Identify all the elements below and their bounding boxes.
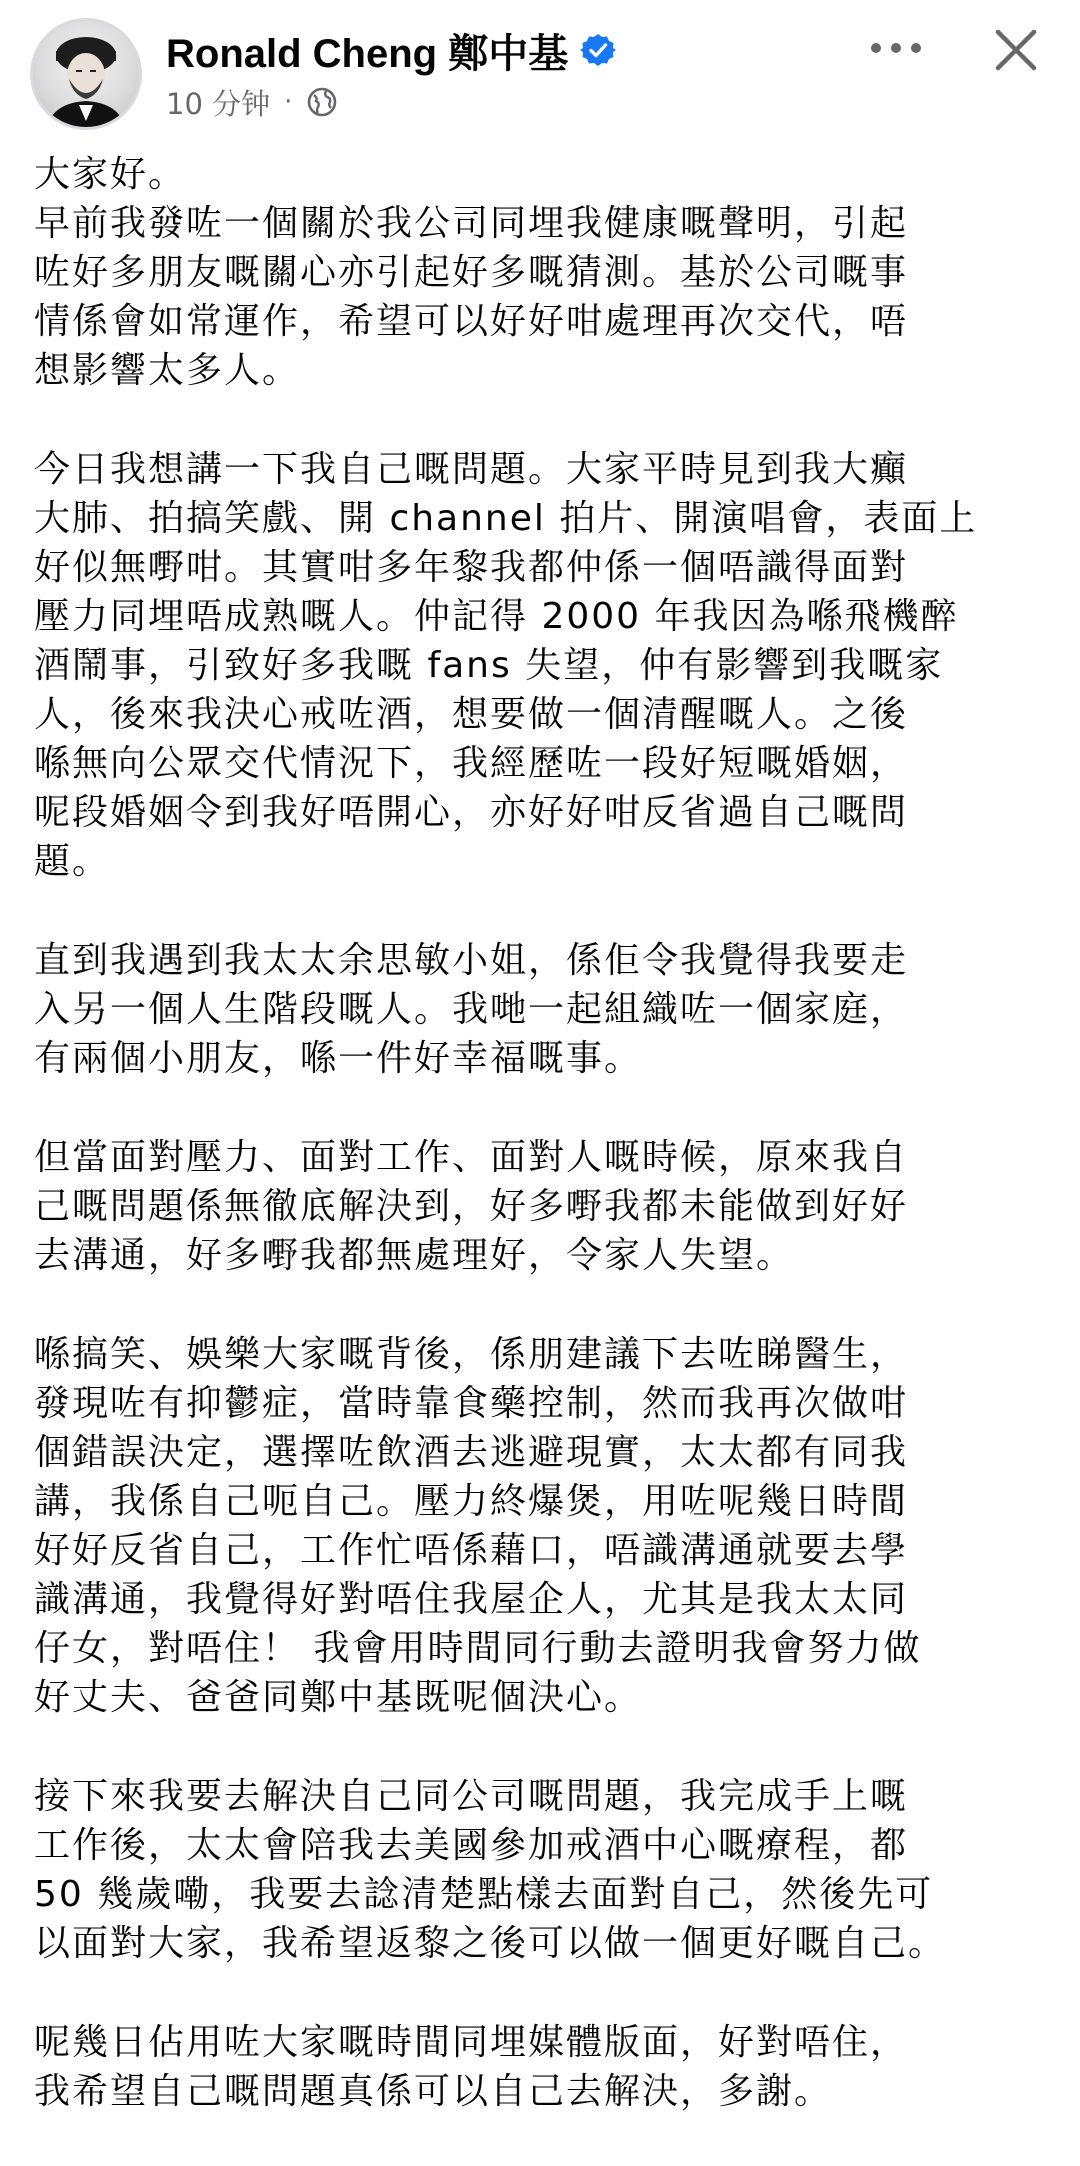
post-paragraph <box>34 2018 1054 2116</box>
text-line: 大家好。 <box>34 154 187 195</box>
author-name[interactable]: Ronald Cheng 鄭中基 <box>166 31 569 76</box>
text-line: 人，後來我決心戒咗酒，想要做一個清醒嘅人。之後 <box>34 694 909 735</box>
post-paragraph <box>34 445 1054 886</box>
text-line: 咗好多朋友嘅關心亦引起好多嘅猜測。基於公司嘅事 <box>34 252 909 293</box>
text-line: 好似無嘢咁。其實咁多年黎我都仲係一個唔識得面對 <box>34 547 909 588</box>
post-meta <box>166 80 338 124</box>
text-line: 早前我發咗一個關於我公司同埋我健康嘅聲明，引起 <box>34 203 909 244</box>
text-line: 發現咗有抑鬱症，當時靠食藥控制，然而我再次做咁 <box>34 1383 909 1424</box>
text-line: 識溝通，我覺得好對唔住我屋企人，尤其是我太太同 <box>34 1579 909 1620</box>
text-line: 己嘅問題係無徹底解決到，好多嘢我都未能做到好好 <box>34 1186 909 1227</box>
post-paragraph <box>34 150 1054 395</box>
avatar-portrait-icon <box>33 21 139 127</box>
close-button[interactable] <box>980 14 1052 86</box>
text-line: 呢幾日佔用咗大家嘅時間同埋媒體版面，好對唔住， <box>34 2022 909 2063</box>
text-line: 入另一個人生階段嘅人。我哋一起組織咗一個家庭， <box>34 989 909 1030</box>
text-line: 情係會如常運作，希望可以好好咁處理再次交代，唔 <box>34 301 909 342</box>
text-line: 壓力同埋唔成熟嘅人。仲記得 2000 年我因為喺飛機醉 <box>34 596 959 637</box>
post-paragraph <box>34 1133 1054 1280</box>
text-line: 以面對大家，我希望返黎之後可以做一個更好嘅自己。 <box>34 1923 947 1964</box>
text-line: 但當面對壓力、面對工作、面對人嘅時候，原來我自 <box>34 1137 909 1178</box>
text-line: 好丈夫、爸爸同鄭中基既呢個決心。 <box>34 1677 643 1718</box>
author-avatar[interactable] <box>30 18 142 130</box>
text-line: 酒鬧事，引致好多我嘅 fans 失望，仲有影響到我嘅家 <box>34 645 944 686</box>
text-line: 50 幾歲嘞，我要去諗清楚點樣去面對自己，然後先可 <box>34 1874 934 1915</box>
post-paragraph <box>34 936 1054 1083</box>
post-body <box>34 150 1054 2166</box>
text-line: 大肺、拍搞笑戲、開 channel 拍片、開演唱會，表面上 <box>34 498 978 539</box>
text-line: 仔女，對唔住！ 我會用時間同行動去證明我會努力做 <box>34 1628 922 1669</box>
verified-badge-icon <box>580 32 616 68</box>
text-line: 想影響太多人。 <box>34 350 301 391</box>
text-line: 有兩個小朋友，喺一件好幸福嘅事。 <box>34 1038 643 1079</box>
post-paragraph <box>34 1330 1054 1722</box>
post-paragraph <box>34 1772 1054 1968</box>
meta-separator: · <box>284 87 293 117</box>
post-timestamp[interactable]: 10 分钟 <box>166 86 271 121</box>
text-line: 喺搞笑、娛樂大家嘅背後，係朋建議下去咗睇醫生， <box>34 1334 909 1375</box>
post-header <box>0 0 1080 140</box>
text-line: 我希望自己嘅問題真係可以自己去解決，多謝。 <box>34 2071 833 2112</box>
more-options-icon <box>866 40 926 56</box>
text-line: 去溝通，好多嘢我都無處理好，令家人失望。 <box>34 1235 795 1276</box>
text-line: 講，我係自己呃自己。壓力終爆煲，用咗呢幾日時間 <box>34 1481 909 1522</box>
text-line: 題。 <box>34 841 111 882</box>
text-line: 呢段婚姻令到我好唔開心，亦好好咁反省過自己嘅問 <box>34 792 909 833</box>
text-line: 好好反省自己，工作忙唔係藉口，唔識溝通就要去學 <box>34 1530 909 1571</box>
globe-icon <box>306 86 338 118</box>
close-icon <box>994 28 1038 72</box>
more-options-button[interactable] <box>858 18 934 78</box>
author-row <box>166 22 616 78</box>
text-line: 直到我遇到我太太余思敏小姐，係佢令我覺得我要走 <box>34 940 909 981</box>
text-line: 個錯誤決定，選擇咗飲酒去逃避現實，太太都有同我 <box>34 1432 909 1473</box>
text-line: 工作後，太太會陪我去美國參加戒酒中心嘅療程，都 <box>34 1825 909 1866</box>
text-line: 今日我想講一下我自己嘅問題。大家平時見到我大癲 <box>34 449 909 490</box>
text-line: 喺無向公眾交代情況下，我經歷咗一段好短嘅婚姻， <box>34 743 909 784</box>
text-line: 接下來我要去解決自己同公司嘅問題，我完成手上嘅 <box>34 1776 909 1817</box>
